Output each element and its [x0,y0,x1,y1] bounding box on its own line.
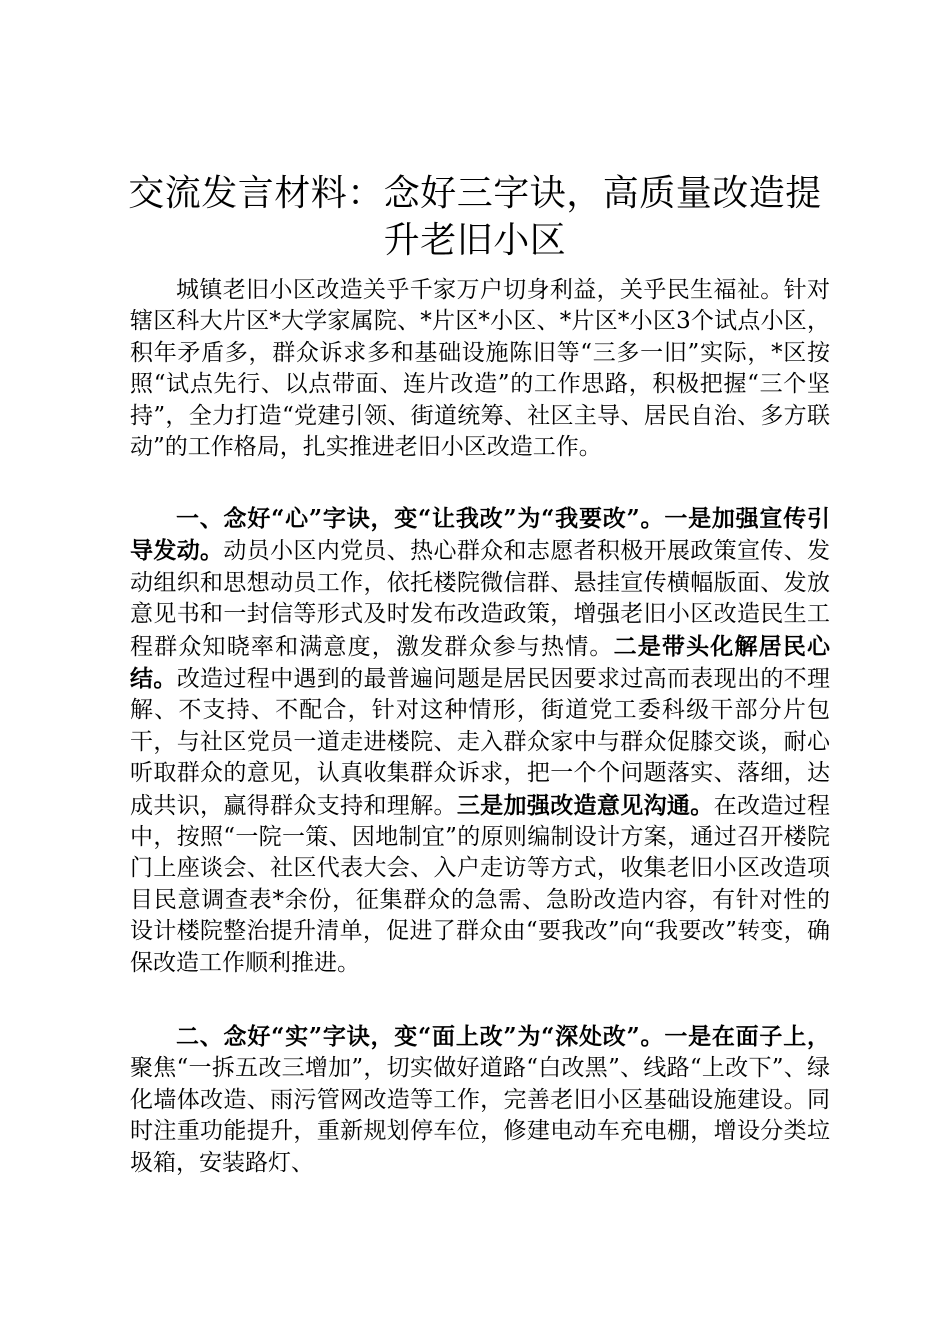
section-1-point-2-title: 二是带头化解居民心结。 [130,632,831,693]
section-2-point-1-title: 一是在面子上， [664,1023,830,1050]
section-1-paragraph [130,503,830,979]
document-title: 交流发言材料：念好三字诀，高质量改造提升老旧小区 [128,173,822,261]
section-2-paragraph [130,1021,830,1179]
section-1-point-1-text: 动员小区内党员、热心群众和志愿者积极开展政策宣传、发动组织和思想动员工作，依托楼院微信群、悬挂宣传横幅版面、发放意见书和一封信等形式及时发布改造政策，增强老旧小区改造民生工程群众知晓率和满意度，激发群众参与热情。 [130,538,831,660]
section-2-heading: 二、念好“实”字诀，变“面上改”为“深处改”。 [176,1023,665,1050]
section-1-point-2-text: 改造过程中遇到的最普遍问题是居民因要求过高而表现出的不理解、不支持、不配合，针对这种情形，街道党工委科级干部分片包干，与社区党员一道走进楼院、走入群众家中与群众促膝交谈，耐心听取群众的意见，认真收集群众诉求，把一个个问题落实、落细，达成共识，赢得群众支持和理解。 [130,666,831,819]
section-1-heading: 一、念好“心”字诀，变“让我改”为“我要改”。 [176,505,665,532]
section-1-point-1-title: 一是加强宣传引导发动。 [130,505,830,565]
intro-paragraph: 城镇老旧小区改造关乎千家万户切身利益，关乎民生福祉。针对辖区科大片区*大学家属院、*片区*小区、*片区*小区3个试点小区，积年矛盾多，群众诉求多和基础设施陈旧等“三多一旧”实际，*区按照“试点先行、以点带面、连片改造”的工作思路，积极把握“三个坚持”，全力打造“党建引领、街道统筹、社区主导、居民自治、多方联动”的工作格局，扎实推进老旧小区改造工作。 [130,277,830,461]
section-1-point-3-text: 在改造过程中，按照“一院一策、因地制宜”的原则编制设计方案，通过召开楼院门上座谈会、社区代表大会、入户走访等方式，收集老旧小区改造项目民意调查表*余份，征集群众的急需、急盼改造内容，有针对性的设计楼院整治提升清单，促进了群众由“要我改”向“我要改”转变，确保改造工作顺利推进。 [130,792,831,976]
section-2-point-1-text: 聚焦“一拆五改三增加”，切实做好道路“白改黑”、线路“上改下”、绿化墙体改造、雨污管网改造等工作，完善老旧小区基础设施建设。同时注重功能提升，重新规划停车位，修建电动车充电棚，增设分类垃圾箱，安装路灯、 [130,1055,830,1176]
section-1-point-3-title: 三是加强改造意见沟通。 [456,791,714,819]
